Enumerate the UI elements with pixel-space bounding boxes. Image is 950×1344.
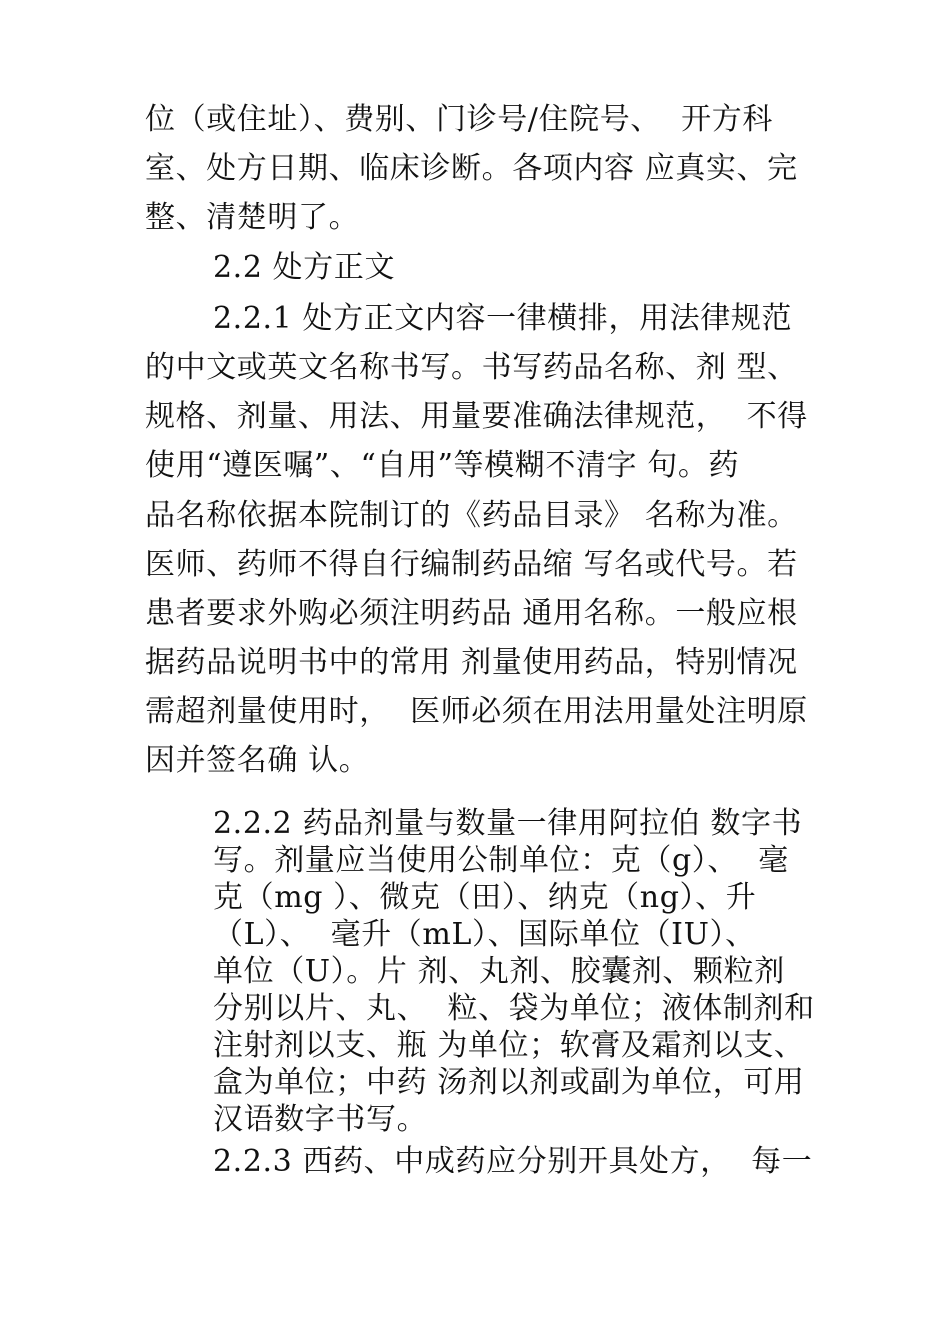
para-2-2-2-line-5: 单位（U）。片 剂、丸剂、胶囊剂、颗粒剂	[213, 954, 785, 989]
para-2-2-1-line-8: 据药品说明书中的常用 剂量使用药品，特别情况	[145, 645, 798, 680]
para-2-2-2-line-2: 写。剂量应当使用公制单位：克（g）、 毫	[213, 843, 789, 878]
para-2-2-1-line-3: 规格、剂量、用法、用量要准确法律规范， 不得	[145, 399, 808, 434]
para-2-2-2-line-6: 分别以片、丸、 粒、袋为单位；液体制剂和	[213, 991, 815, 1026]
intro-line-3: 整、清楚明了。	[145, 200, 360, 235]
para-2-2-2-line-3: 克（mg ）、微克（田）、纳克（ng）、升	[213, 880, 757, 915]
para-2-2-1-line-9: 需超剂量使用时， 医师必须在用法用量处注明原	[145, 694, 808, 729]
para-2-2-1-line-4: 使用“遵医嘱”、“自用”等模糊不清字 句。药	[145, 448, 740, 483]
para-2-2-2-line-1: 2.2.2 药品剂量与数量一律用阿拉伯 数字书	[213, 806, 803, 841]
intro-line-1: 位（或住址）、费别、门诊号/住院号、 开方科	[145, 102, 773, 137]
para-2-2-1-line-1: 2.2.1 处方正文内容一律横排，用法律规范	[213, 301, 793, 336]
para-2-2-1-line-7: 患者要求外购必须注明药品 通用名称。一般应根	[145, 596, 798, 631]
section-heading-2-2: 2.2 处方正文	[213, 250, 396, 285]
para-2-2-1-line-6: 医师、药师不得自行编制药品缩 写名或代号。若	[145, 547, 798, 582]
para-2-2-1-line-10: 因并签名确 认。	[145, 743, 370, 778]
para-2-2-2-line-4: （L）、 毫升（mL）、国际单位（IU）、	[213, 917, 756, 952]
para-2-2-1-line-5: 品名称依据本院制订的《药品目录》 名称为准。	[145, 498, 798, 533]
intro-line-2: 室、处方日期、临床诊断。各项内容 应真实、完	[145, 151, 798, 186]
para-2-2-1-line-2: 的中文或英文名称书写。书写药品名称、剂 型、	[145, 350, 798, 385]
para-2-2-2-line-9: 汉语数字书写。	[213, 1102, 428, 1137]
para-2-2-3-line-1: 2.2.3 西药、中成药应分别开具处方， 每一	[213, 1144, 813, 1179]
para-2-2-2-line-7: 注射剂以支、瓶 为单位；软膏及霜剂以支、	[213, 1028, 805, 1063]
para-2-2-2-line-8: 盒为单位；中药 汤剂以剂或副为单位，可用	[213, 1065, 805, 1100]
